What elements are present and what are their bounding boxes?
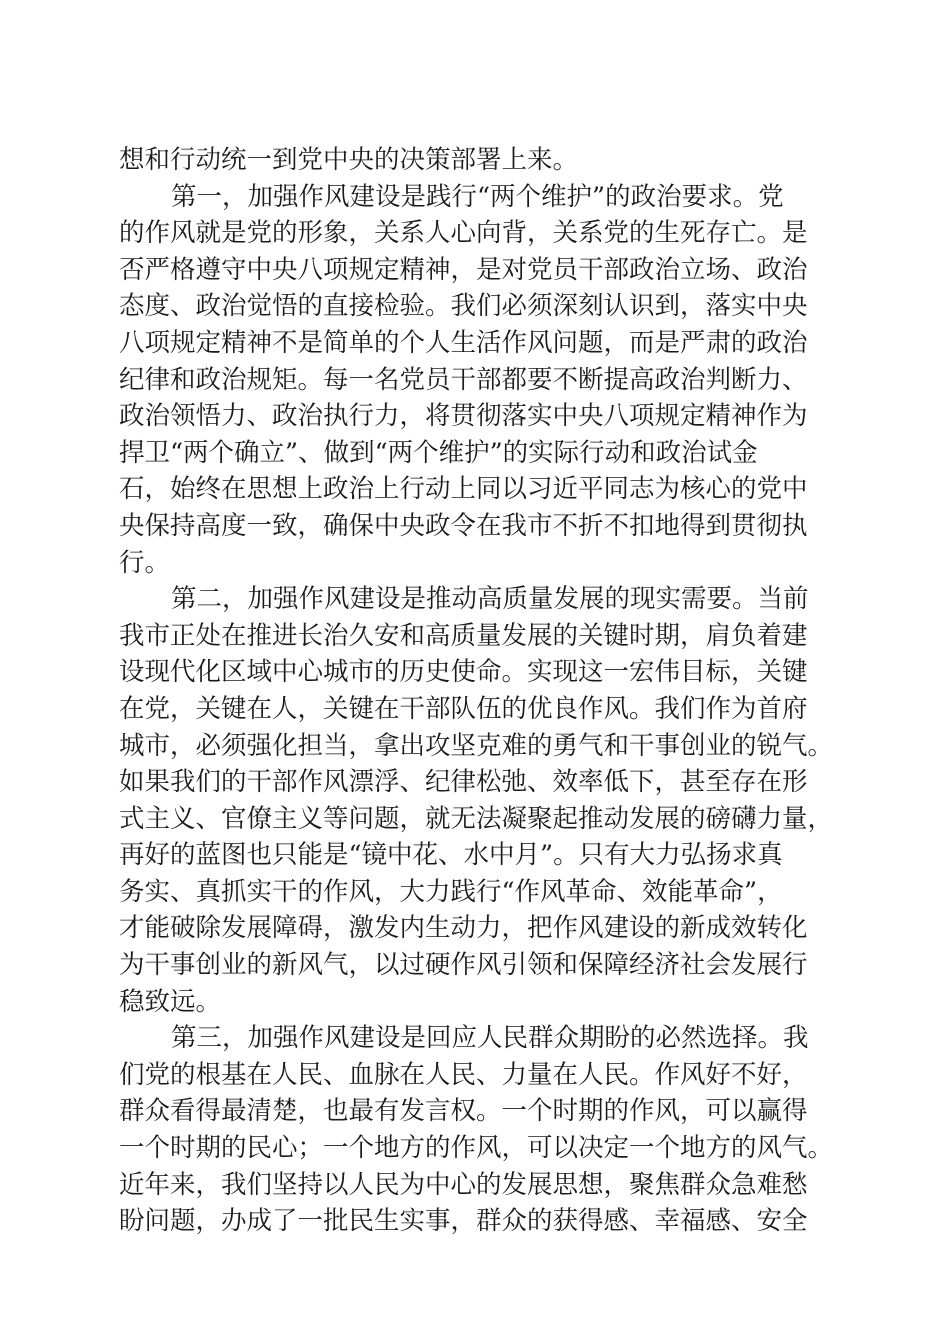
text-line: 想和行动统一到党中央的决策部署上来。 (119, 145, 579, 175)
text-line: 一个时期的民心；一个地方的作风，可以决定一个地方的风气。 (119, 1133, 834, 1164)
text-line: 城市，必须强化担当，拿出攻坚克难的勇气和干事创业的锐气。 (119, 730, 834, 761)
text-line: 如果我们的干部作风漂浮、纪律松弛、效率低下，甚至存在形 (119, 767, 808, 798)
text-line: 为干事创业的新风气，以过硬作风引领和保障经济社会发展行 (119, 950, 808, 981)
text-line: 稳致远。 (119, 986, 222, 1017)
paragraph-first-line: 第二，加强作风建设是推动高质量发展的现实需要。当前 (171, 584, 809, 615)
document-body (119, 142, 834, 1240)
text-line: 纪律和政治规矩。每一名党员干部都要不断提高政治判断力、 (119, 364, 808, 395)
text-line: 的作风就是党的形象，关系人心向背，关系党的生死存亡。是 (119, 218, 808, 249)
text-line: 态度、政治觉悟的直接检验。我们必须深刻认识到，落实中央 (119, 291, 808, 322)
text-line: 才能破除发展障碍，激发内生动力，把作风建设的新成效转化 (119, 913, 808, 944)
text-line: 式主义、官僚主义等问题，就无法凝聚起推动发展的磅礴力量， (119, 803, 834, 834)
text-line: 行。 (119, 547, 171, 578)
text-line: 群众看得最清楚，也最有发言权。一个时期的作风，可以赢得 (119, 1096, 808, 1127)
text-line: 再好的蓝图也只能是“镜中花、水中月”。只有大力弘扬求真 (119, 840, 783, 871)
text-line: 们党的根基在人民、血脉在人民、力量在人民。作风好不好， (119, 1059, 808, 1090)
text-line: 石，始终在思想上政治上行动上同以习近平同志为核心的党中 (119, 474, 808, 505)
text-line: 近年来，我们坚持以人民为中心的发展思想，聚焦群众急难愁 (119, 1169, 808, 1200)
text-line: 央保持高度一致，确保中央政令在我市不折不扣地得到贯彻执 (119, 510, 808, 541)
text-line: 盼问题，办成了一批民生实事，群众的获得感、幸福感、安全 (119, 1206, 808, 1237)
text-line: 我市正处在推进长治久安和高质量发展的关键时期，肩负着建 (119, 620, 808, 651)
paragraph-first-line: 第三，加强作风建设是回应人民群众期盼的必然选择。我 (171, 1023, 809, 1054)
text-line: 否严格遵守中央八项规定精神，是对党员干部政治立场、政治 (119, 254, 808, 285)
text-line: 在党，关键在人，关键在干部队伍的优良作风。我们作为首府 (119, 693, 808, 724)
text-line: 政治领悟力、政治执行力，将贯彻落实中央八项规定精神作为 (119, 401, 808, 432)
text-line: 务实、真抓实干的作风，大力践行“作风革命、效能革命”， (119, 876, 783, 907)
text-line: 八项规定精神不是简单的个人生活作风问题，而是严肃的政治 (119, 327, 808, 358)
text-line: 捍卫“两个确立”、做到“两个维护”的实际行动和政治试金 (119, 437, 758, 468)
paragraph-first-line: 第一，加强作风建设是践行“两个维护”的政治要求。党 (171, 181, 784, 212)
text-line: 设现代化区域中心城市的历史使命。实现这一宏伟目标，关键 (119, 657, 808, 688)
